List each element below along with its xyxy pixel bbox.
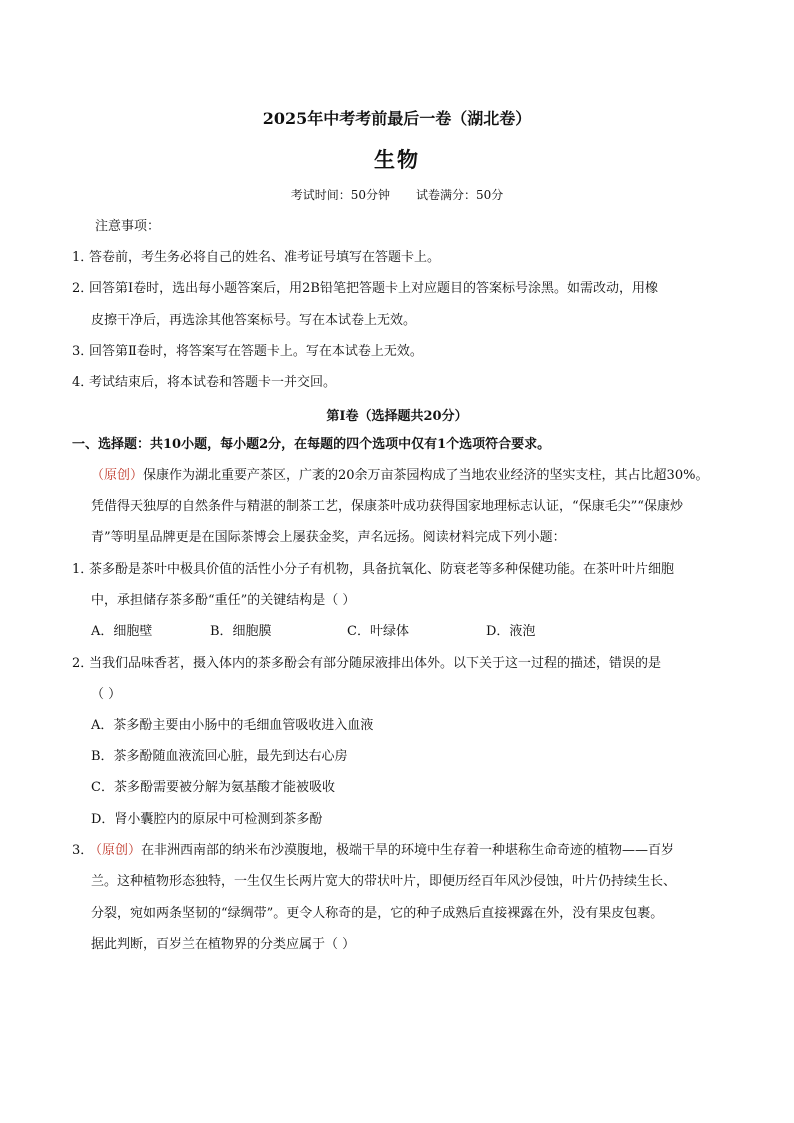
question-2-continued: （ ） [91,687,122,702]
exam-time: 考试时间：50分钟 [290,188,390,202]
question-1 [72,562,674,578]
question-3-line-3: 分裂，宛如两条坚韧的“绿绸带”。更令人称奇的是，它的种子成熟后直接裸露在外，没有果皮包裹。 [91,906,664,921]
option-d[interactable]: D．液泡 [486,624,536,639]
note-item-2-continued: 皮擦干净后，再选涂其他答案标号。写在本试卷上无效。 [91,313,417,328]
note-number: 3． [72,344,94,359]
passage-line-3: 青”等明星品牌更是在国际茶博会上屡获金奖，声名远扬。阅读材料完成下列小题： [91,530,566,545]
note-text: 答卷前，考生务必将自己的姓名、准考证号填写在答题卡上。 [89,250,441,265]
exam-title: 2025年中考考前最后一卷（湖北卷） [262,109,532,128]
option-a[interactable]: A．茶多酚主要由小肠中的毛细血管吸收进入血液 [91,718,374,733]
subject-title: 生物 [374,147,420,172]
option-b[interactable]: B．细胞膜 [210,624,272,639]
section-instruction: 一、选择题：共10小题，每小题2分，在每题的四个选项中仅有1个选项符合要求。 [72,437,551,452]
question-3-line-4: 据此判断，百岁兰在植物界的分类应属于（ ） [91,937,356,952]
option-c[interactable]: C．叶绿体 [347,624,409,639]
question-3-line-2: 兰。这种植物形态独特，一生仅生长两片宽大的带状叶片，即便历经百年风沙侵蚀，叶片仍持续生长、 [91,874,677,889]
question-number: 2． [72,656,94,671]
passage-line-1: （原创）保康作为湖北重要产茶区，广袤的20余万亩茶园构成了当地农业经济的坚实支柱，其占比超30%。 [91,468,709,483]
question-text: 当我们品味香茗，摄入体内的茶多酚会有部分随尿液排出体外。以下关于这一过程的描述，错误的是 [89,656,662,671]
question-text: 在非洲西南部的纳米布沙漠腹地，极端干旱的环境中生存着一种堪称生命奇迹的植物——百岁 [141,843,675,858]
exam-info [0,186,794,203]
question-number: 3． [72,843,94,858]
question-1-continued: 中，承担储存茶多酚“重任”的关键结构是（ ） [91,593,356,608]
option-b[interactable]: B．茶多酚随血液流回心脏，最先到达右心房 [91,749,348,764]
note-number: 1． [72,250,94,265]
passage-line-2: 凭借得天独厚的自然条件与精湛的制茶工艺，保康茶叶成功获得国家地理标志认证，“保康毛尖”“保康炒 [91,499,683,514]
note-text: 回答第Ⅰ卷时，选出每小题答案后，用2B铅笔把答题卡上对应题目的答案标号涂黑。如需改动，用橡 [89,281,658,296]
note-item-4 [72,375,336,391]
option-c[interactable]: C．茶多酚需要被分解为氨基酸才能被吸收 [91,780,335,795]
note-item-3 [72,344,423,360]
full-score: 试卷满分：50分 [416,188,504,202]
note-text: 回答第Ⅱ卷时，将答案写在答题卡上。写在本试卷上无效。 [89,344,423,359]
question-3 [72,843,674,859]
section-title: 第Ⅰ卷（选择题共20分） [326,409,468,424]
original-tag: （原创） [89,843,142,858]
option-a[interactable]: A．细胞壁 [91,624,153,639]
original-tag: （原创） [91,468,144,483]
option-d[interactable]: D．肾小囊腔内的原尿中可检测到茶多酚 [91,812,323,827]
notes-heading: 注意事项： [95,219,161,234]
question-text: 茶多酚是茶叶中极具价值的活性小分子有机物，具备抗氧化、防衰老等多种保健功能。在茶叶叶片细胞 [89,562,675,577]
note-item-2 [72,281,658,297]
question-number: 1． [72,562,94,577]
question-2 [72,656,661,672]
note-number: 4． [72,375,94,390]
note-item-1 [72,250,440,266]
note-number: 2． [72,281,94,296]
note-text: 考试结束后，将本试卷和答题卡一并交回。 [89,375,337,390]
